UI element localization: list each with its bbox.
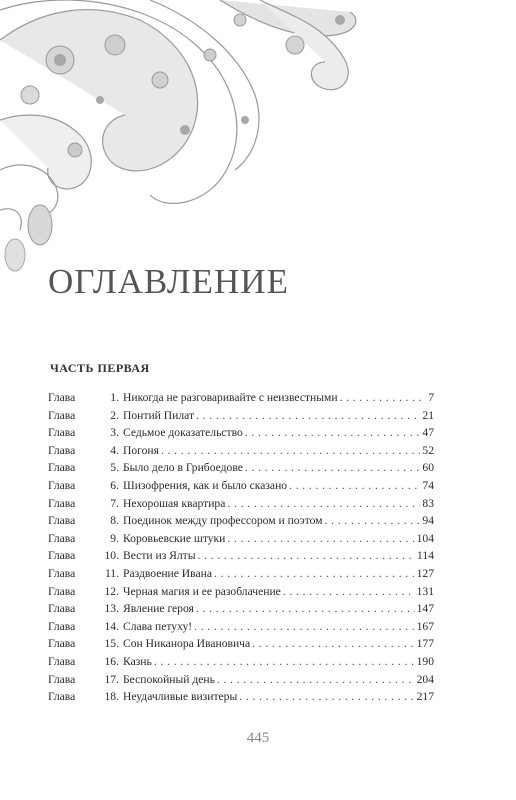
chapter-number: 10. [104,549,119,563]
toc-entry[interactable] [48,653,434,671]
chapter-page: 131 [416,584,434,598]
chapter-number: 1. [110,391,119,404]
chapter-title: Было дело в Грибоедове [123,461,243,475]
paisley-ornament [0,0,380,300]
chapter-title: Поединок между профессором и поэтом [123,514,323,528]
chapter-title: Седьмое доказательство [123,426,243,440]
chapter-title: Погоня [123,443,159,457]
chapter-number: 14. [104,619,119,633]
chapter-page: 47 [422,426,434,440]
chapter-label: Глава [48,549,76,563]
leader-dots [214,565,415,583]
chapter-label: Глава [48,672,76,686]
chapter-number: 18. [104,690,119,704]
chapter-number: 3. [110,426,119,440]
chapter-page: 52 [422,443,434,457]
toc-entry[interactable] [48,671,434,689]
leader-dots [340,389,427,407]
leader-dots [227,495,420,513]
chapter-title: Никогда не разговаривайте с неизвестными [123,391,338,404]
leader-dots [245,459,421,477]
chapter-page: 167 [416,619,434,633]
chapter-label: Глава [48,443,76,457]
chapter-label: Глава [48,566,76,580]
chapter-label: Глава [48,531,76,545]
chapter-page: 74 [422,478,434,492]
toc-entry[interactable] [48,530,434,548]
chapter-number: 15. [104,637,119,651]
chapter-label: Глава [48,426,76,440]
page-title: ОГЛАВЛЕНИЕ [48,262,289,301]
chapter-label: Глава [48,637,76,651]
leader-dots [283,583,415,601]
chapter-page: 147 [416,602,434,616]
chapter-page: 190 [416,654,434,668]
leader-dots [217,671,415,689]
chapter-title: Сон Никанора Ивановича [123,637,251,651]
chapter-title: Казнь [123,654,152,668]
toc-entry[interactable] [48,477,434,495]
leader-dots [154,653,415,671]
leader-dots [325,512,421,530]
leader-dots [245,424,421,442]
leader-dots [161,442,420,460]
chapter-number: 9. [110,531,119,545]
chapter-number: 5. [110,461,119,475]
chapter-label: Глава [48,461,76,475]
page-number: 445 [246,730,270,746]
chapter-number: 11. [104,566,119,580]
chapter-label: Глава [48,408,76,422]
leader-dots [196,600,415,618]
toc-entry[interactable] [48,565,434,583]
chapter-number: 16. [104,654,119,668]
table-of-contents [48,389,434,706]
chapter-label: Глава [48,496,76,510]
chapter-page: 204 [416,672,434,686]
chapter-title: Беспокойный день [123,672,215,686]
chapter-number: 7. [110,496,119,510]
toc-entry[interactable] [48,512,434,530]
chapter-page: 94 [422,514,434,528]
leader-dots [239,688,414,706]
chapter-label: Глава [48,584,76,598]
leader-dots [198,547,415,565]
chapter-number: 4. [110,443,119,457]
part-heading: ЧАСТЬ ПЕРВАЯ [50,361,150,375]
toc-entry[interactable] [48,547,434,565]
chapter-title: Явление героя [123,602,194,616]
chapter-page: 7 [428,391,434,404]
chapter-page: 127 [416,566,434,580]
chapter-number: 6. [110,478,119,492]
chapter-page: 60 [422,461,434,475]
chapter-title: Нехорошая квартира [123,496,226,510]
toc-entry[interactable] [48,442,434,460]
leader-dots [227,530,414,548]
chapter-label: Глава [48,619,76,633]
chapter-label: Глава [48,690,76,704]
chapter-number: 17. [104,672,119,686]
toc-entry[interactable] [48,424,434,442]
chapter-page: 83 [422,496,434,510]
chapter-page: 21 [422,408,434,422]
toc-entry[interactable] [48,495,434,513]
toc-entry[interactable] [48,583,434,601]
toc-entry[interactable] [48,688,434,706]
toc-entry[interactable] [48,407,434,425]
chapter-title: Неудачливые визитеры [123,690,238,704]
chapter-label: Глава [48,391,76,404]
chapter-number: 2. [110,408,119,422]
chapter-label: Глава [48,514,76,528]
toc-entry[interactable] [48,459,434,477]
toc-entry[interactable] [48,389,434,407]
chapter-title: Шизофрения, как и было сказано [123,478,288,492]
chapter-page: 217 [416,690,434,704]
chapter-page: 177 [416,637,434,651]
chapter-title: Коровьевские штуки [123,531,226,545]
leader-dots [252,635,414,653]
chapter-label: Глава [48,478,76,492]
chapter-page: 114 [417,549,434,563]
chapter-title: Черная магия и ее разоблачение [123,584,281,598]
chapter-label: Глава [48,654,76,668]
chapter-title: Раздвоение Ивана [123,566,212,580]
leader-dots [196,407,420,425]
chapter-title: Понтий Пилат [123,408,195,422]
chapter-title: Вести из Ялты [123,549,196,563]
toc-entry[interactable] [48,635,434,653]
toc-entry[interactable] [48,600,434,618]
chapter-title: Слава петуху! [123,619,193,633]
chapter-number: 8. [110,514,119,528]
leader-dots [194,618,415,636]
chapter-number: 13. [104,602,119,616]
toc-entry[interactable] [48,618,434,636]
chapter-number: 12. [104,584,119,598]
chapter-label: Глава [48,602,76,616]
leader-dots [289,477,420,495]
chapter-page: 104 [416,531,434,545]
